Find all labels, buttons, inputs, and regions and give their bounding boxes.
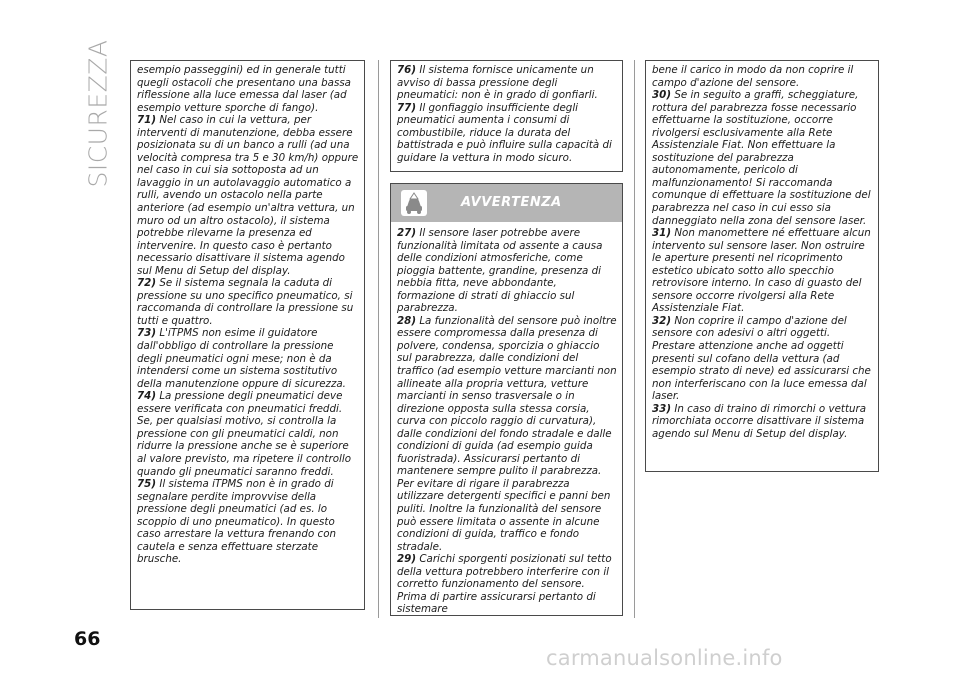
section-title: SICUREZZA (83, 38, 113, 188)
paragraph: 29) Carichi sporgenti posizionati sul tetto della vettura potrebbero interferire con il corretto funzionamento del sensore. Prima di partire assicurarsi pertanto di sistemare (397, 553, 612, 616)
page-number: 66 (74, 628, 101, 650)
paragraph: 31) Non manomettere né effettuare alcun intervento sul sensore laser. Non ostruire le aperture presenti nel ricoprimento estetico ubicato sotto allo specchio retrovisore interno. In caso di guasto del sensore occorre rivolgersi alla Rete Assistenziale Fiat. (652, 227, 871, 315)
watermark: carmanualsonline.info (546, 646, 783, 670)
paragraph: 33) In caso di traino di rimorchi o vettura rimorchiata occorre disattivare il sistema agendo sul Menu di Setup del display. (652, 402, 867, 440)
text-column-1 (130, 60, 365, 610)
paragraph: bene il carico in modo da non coprire il campo d'azione del sensore. (652, 64, 854, 89)
warning-title: AVVERTENZA (461, 195, 562, 210)
paragraph: 75) Il sistema iTPMS non è in grado di segnalare perdite improvvise della pressione degli pneumatici (ad es. lo scoppio di uno pneumatico). In questo caso arrestare la vettura frenando con cautela e senza effettuare sterzate brusche. (137, 478, 337, 566)
warning-body (391, 222, 622, 616)
paragraph: 76) Il sistema fornisce unicamente un avviso di bassa pressione degli pneumatici: non è in grado di gonfiarli. (397, 64, 598, 102)
section-title-vertical (78, 38, 118, 188)
warning-box (390, 183, 623, 616)
paragraph: 30) Se in seguito a graffi, scheggiature, rottura del parabrezza fosse necessario effettuarne la sostituzione, occorre rivolgersi esclusivamente alla Rete Assistenziale Fiat. Non effettuare la sostituzione del parabrezza autonomamente, pericolo di malfunzionamento! Si raccomanda comunque di effettuare la sostituzione del parabrezza nel caso in cui esso sia danneggiato nella zona del sensore laser. (652, 89, 871, 227)
car-warning-icon (399, 188, 429, 218)
paragraph: 27) Il sensore laser potrebbe avere funzionalità limitata od assente a causa delle condizioni atmosferiche, come pioggia battente, grandine, presenza di nebbia fitta, neve abbondante, formazione di strati di ghiaccio sul parabrezza. (397, 227, 603, 315)
column-divider (634, 60, 635, 618)
paragraph: 32) Non coprire il campo d'azione del sensore con adesivi o altri oggetti. Prestare attenzione anche ad oggetti presenti sul cofano della vettura (ad esempio strato di neve) ed assicurarsi che non interferiscano con la luce emessa dal laser. (652, 314, 871, 403)
warning-header (391, 184, 622, 222)
paragraph: 28) La funzionalità del sensore può inoltre essere compromessa dalla presenza di polvere, condensa, sporcizia o ghiaccio sul parabrezza, dalle condizioni del traffico (ad esempio vetture marcianti non allineate alla propria vettura, vetture marcianti in senso trasversale o in direzione opposta sulla stessa corsia, curva con piccolo raggio di curvatura), dalle condizioni del fondo stradale e dalle condizioni di guida (ad esempio guida fuoristrada). Assicurarsi pertanto di mantenere sempre pulito il parabrezza. Per evitare di rigare il parabrezza utilizzare detergenti specifici e panni ben puliti. Inoltre la funzionalità del sensore può essere limitata o assente in alcune condizioni di guida, traffico e fondo stradale. (397, 314, 617, 553)
paragraph: esempio passeggini) ed in generale tutti quegli ostacoli che presentano una bassa riflessione alla luce emessa dal laser (ad esempio vetture sporche di fango). (137, 64, 351, 114)
paragraph: 73) L'iTPMS non esime il guidatore dall'obbligo di controllare la pressione degli pneumatici ogni mese; non è da intendersi come un sistema sostitutivo della manutenzione oppure di sicurezza. (137, 327, 346, 390)
paragraph: 71) Nel caso in cui la vettura, per interventi di manutenzione, debba essere posizionata su di un banco a rulli (ad una velocità compresa tra 5 e 30 km/h) oppure nel caso in cui sia sottoposta ad un lavaggio in un autolavaggio automatico a rulli, avendo un ostacolo nella parte anteriore (ad esempio un'altra vettura, un muro od un altro ostacolo), il sistema potrebbe rilevarne la presenza ed intervenire. In questo caso è pertanto necessario disattivare il sistema agendo sul Menu di Setup del display. (137, 114, 359, 277)
text-column-3 (645, 60, 879, 472)
column-divider (378, 60, 379, 618)
paragraph: 72) Se il sistema segnala la caduta di pressione su uno specifico pneumatico, si raccomanda di controllare la pressione su tutti e quattro. (137, 277, 354, 327)
text-column-2-top (390, 60, 623, 172)
paragraph: 77) Il gonfiaggio insufficiente degli pneumatici aumenta i consumi di combustibile, riduce la durata del battistrada e può influire sulla capacità di guidare la vettura in modo sicuro. (397, 101, 612, 164)
paragraph: 74) La pressione degli pneumatici deve essere verificata con pneumatici freddi. Se, per qualsiasi motivo, si controlla la pressione con gli pneumatici caldi, non ridurre la pressione anche se è superiore al valore previsto, ma ripetere il controllo quando gli pneumatici saranno freddi. (137, 390, 352, 478)
